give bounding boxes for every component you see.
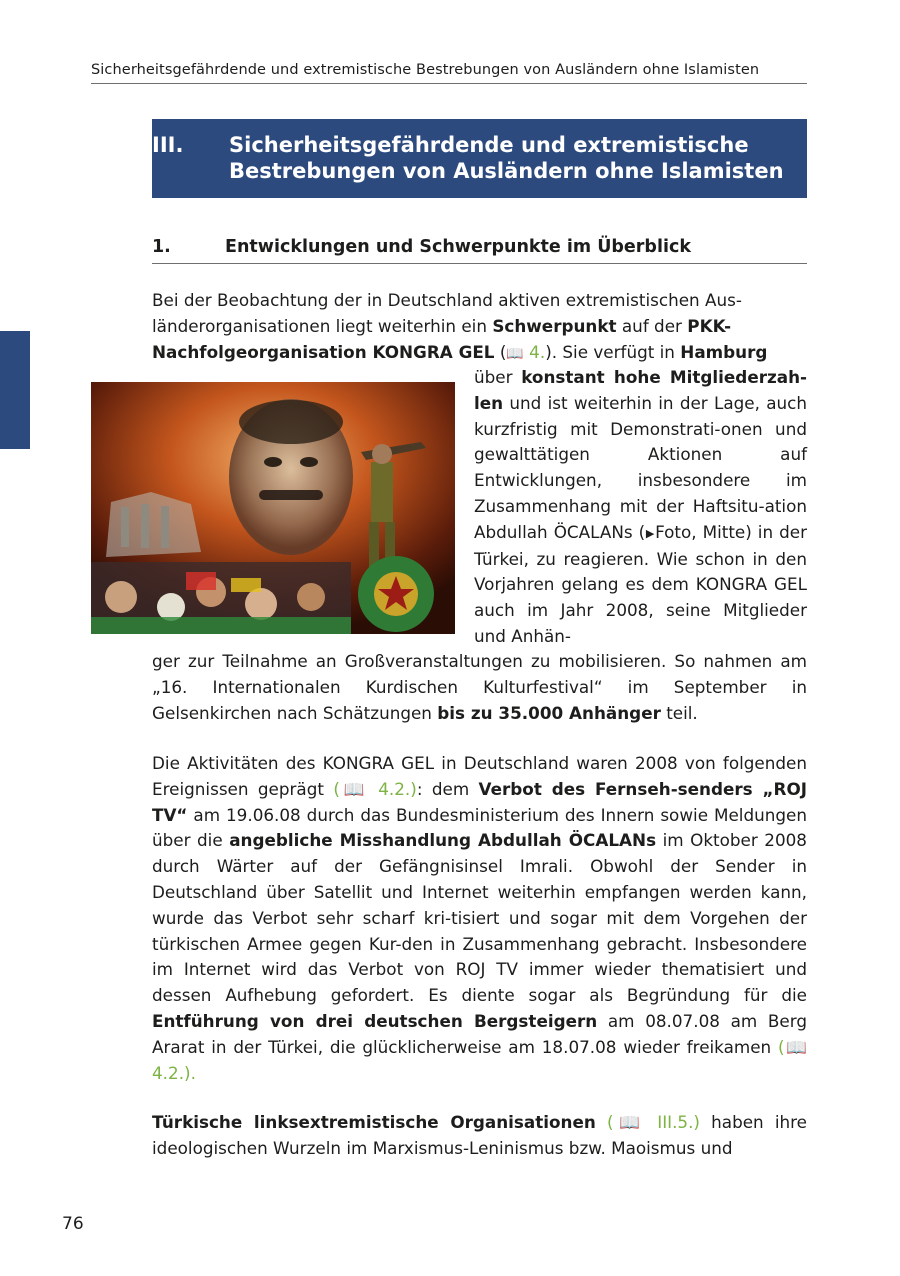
text-run: länderorganisationen liegt weiterhin ein: [152, 315, 493, 336]
chapter-title: Sicherheitsgefährdende und extremistische Bestrebungen von Ausländern ohne Islamisten: [229, 133, 784, 183]
text-run: über: [474, 367, 522, 387]
chapter-heading-box: [152, 119, 807, 198]
cross-reference[interactable]: [506, 342, 545, 362]
paragraph-1-wrap-column: [474, 365, 807, 650]
bold-run: Entführung von drei deutschen Bergsteigern: [152, 1010, 598, 1031]
chapter-number: III.: [152, 133, 184, 157]
chapter-side-tab: [0, 331, 30, 449]
text-run: ger zur Teilnahme an Großveranstaltungen zu mobilisieren. So nahmen am „16. Internationalen Kurdischen Kulturfestival“ im September in Gelsenkirchen nach Schätzungen: [152, 651, 807, 723]
cross-reference[interactable]: (📖 4.2.).: [152, 1036, 807, 1083]
text-run: : dem: [416, 778, 479, 799]
paragraph-3: [152, 1110, 807, 1162]
text-run: Foto, Mitte) in der Türkei, zu reagieren. Wie schon in den Vorjahren gelang es dem KONGRA GEL auch im Jahr 2008, seine Mitglieder und Anhän-: [474, 521, 808, 646]
section-heading: [152, 237, 807, 264]
bold-run: bis zu 35.000 Anhänger: [437, 702, 661, 723]
bold-run: angebliche Misshandlung Abdullah ÖCALANs: [229, 830, 657, 851]
page-number: 76: [62, 1214, 84, 1234]
bold-run: Nachfolgeorganisation KONGRA GEL: [152, 341, 495, 362]
bold-run: Schwerpunkt: [492, 315, 617, 336]
text-run: haben ihre ideologischen Wurzeln im Marxismus-Leninismus bzw. Maoismus und: [152, 1112, 807, 1158]
cross-reference[interactable]: (📖 4.2.): [333, 778, 417, 799]
bold-run: len: [474, 392, 504, 413]
text-run: ). Sie verfügt in: [545, 341, 681, 362]
text-run: auf der: [616, 315, 688, 336]
bold-run: konstant hohe Mitgliederzah-: [521, 367, 807, 387]
text-run: [596, 1112, 607, 1132]
bold-run: Verbot des Fernseh-senders „ROJ TV“: [152, 778, 807, 825]
play-arrow-icon: ▶: [645, 526, 656, 540]
section-number: 1.: [152, 237, 171, 257]
text-run: am 19.06.08 durch das Bundesministerium des Innern sowie Meldungen über die: [152, 804, 807, 851]
text-run: und ist weiterhin in der Lage, auch kurzfristig mit Demonstrati-onen und gewalttätigen Aktionen auf Entwicklungen, insbesondere im Zusammenhang mit der Haftsitu-ation Abdullah ÖCALANs (: [474, 392, 807, 542]
text-run: im Oktober 2008 durch Wärter auf der Gefängnisinsel Imrali. Obwohl der Sender in Deutschland über Satellit und Internet weiterhin empfangen werden kann, wurde das Verbot sehr scharf kri-tisiert und sogar mit dem Vorgehen der türkischen Armee gegen Kur-den in Zusammenhang gebracht. Insbesondere im Internet wird das Verbot von ROJ TV immer wieder thematisiert und dessen Aufhebung gefordert. Es diente sogar als Begründung für die: [152, 830, 807, 1006]
paragraph-2: [152, 751, 807, 1086]
text-run: Bei der Beobachtung der in Deutschland aktiven extremistischen Aus-: [152, 290, 742, 310]
paragraph-1-tail: [152, 649, 807, 726]
section-title: Entwicklungen und Schwerpunkte im Überblick: [225, 237, 691, 257]
cross-reference[interactable]: (📖 III.5.): [606, 1112, 700, 1132]
running-header: Sicherheitsgefährdende und extremistische Bestrebungen von Ausländern ohne Islamisten: [91, 62, 807, 84]
paragraph-1-intro: [152, 288, 807, 367]
text-run: Die Aktivitäten des KONGRA GEL in Deutschland waren 2008 von folgenden Ereignissen geprägt: [152, 753, 807, 799]
photo-collage: [91, 382, 455, 634]
book-icon: 📖: [506, 345, 524, 362]
bold-run: Hamburg: [680, 341, 768, 362]
festival-photo: [91, 382, 455, 634]
bold-run: PKK-: [687, 315, 732, 336]
text-run: (: [494, 341, 507, 362]
text-run: teil.: [660, 702, 698, 723]
text-run: am 08.07.08 am Berg Ararat in der Türkei, die glücklicherweise am 18.07.08 wieder freikamen: [152, 1010, 808, 1057]
reference-label: 4.: [529, 341, 546, 362]
bold-run: Türkische linksextremistische Organisationen: [152, 1112, 596, 1132]
